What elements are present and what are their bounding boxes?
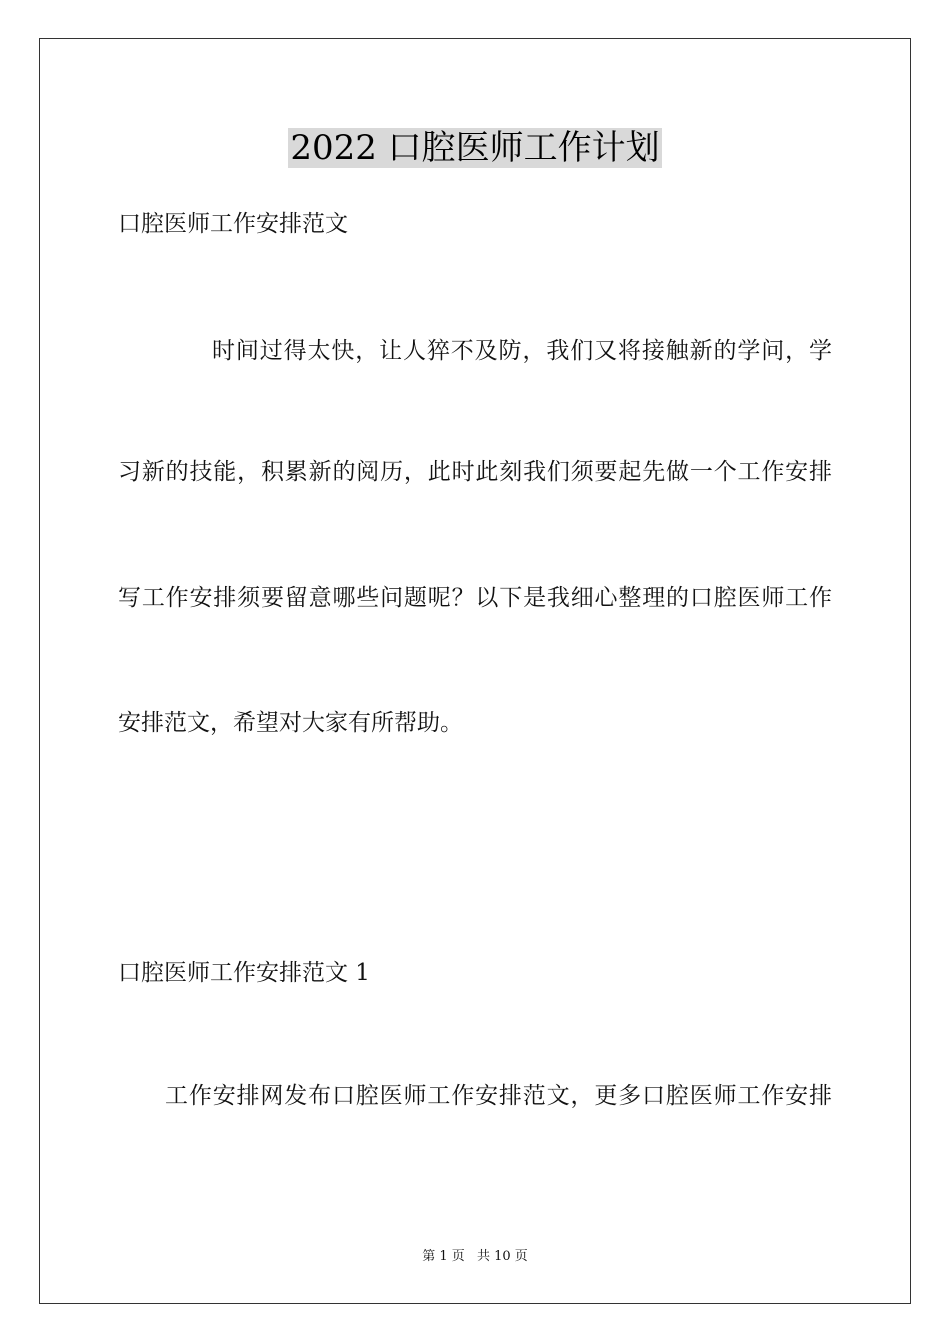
page-number-current: 第 1 页: [422, 1249, 465, 1264]
title-container: [0, 128, 950, 168]
section-paragraph-line: 工作安排网发布口腔医师工作安排范文，更多口腔医师工作安排: [165, 1083, 832, 1109]
document-subtitle: 口腔医师工作安排范文: [118, 211, 348, 237]
page-footer: [0, 1248, 950, 1266]
intro-line-2: 习新的技能，积累新的阅历，此时此刻我们须要起先做一个工作安排: [118, 459, 832, 485]
section-heading: 口腔医师工作安排范文 1: [118, 960, 370, 986]
page-number-total: 共 10 页: [476, 1249, 528, 1264]
intro-line-1: 时间过得太快，让人猝不及防，我们又将接触新的学问，学: [212, 338, 832, 364]
document-title: 2022 口腔医师工作计划: [290, 128, 660, 168]
intro-line-4: 安排范文，希望对大家有所帮助。: [118, 710, 463, 736]
intro-line-3: 写工作安排须要留意哪些问题呢？以下是我细心整理的口腔医师工作: [118, 585, 832, 611]
